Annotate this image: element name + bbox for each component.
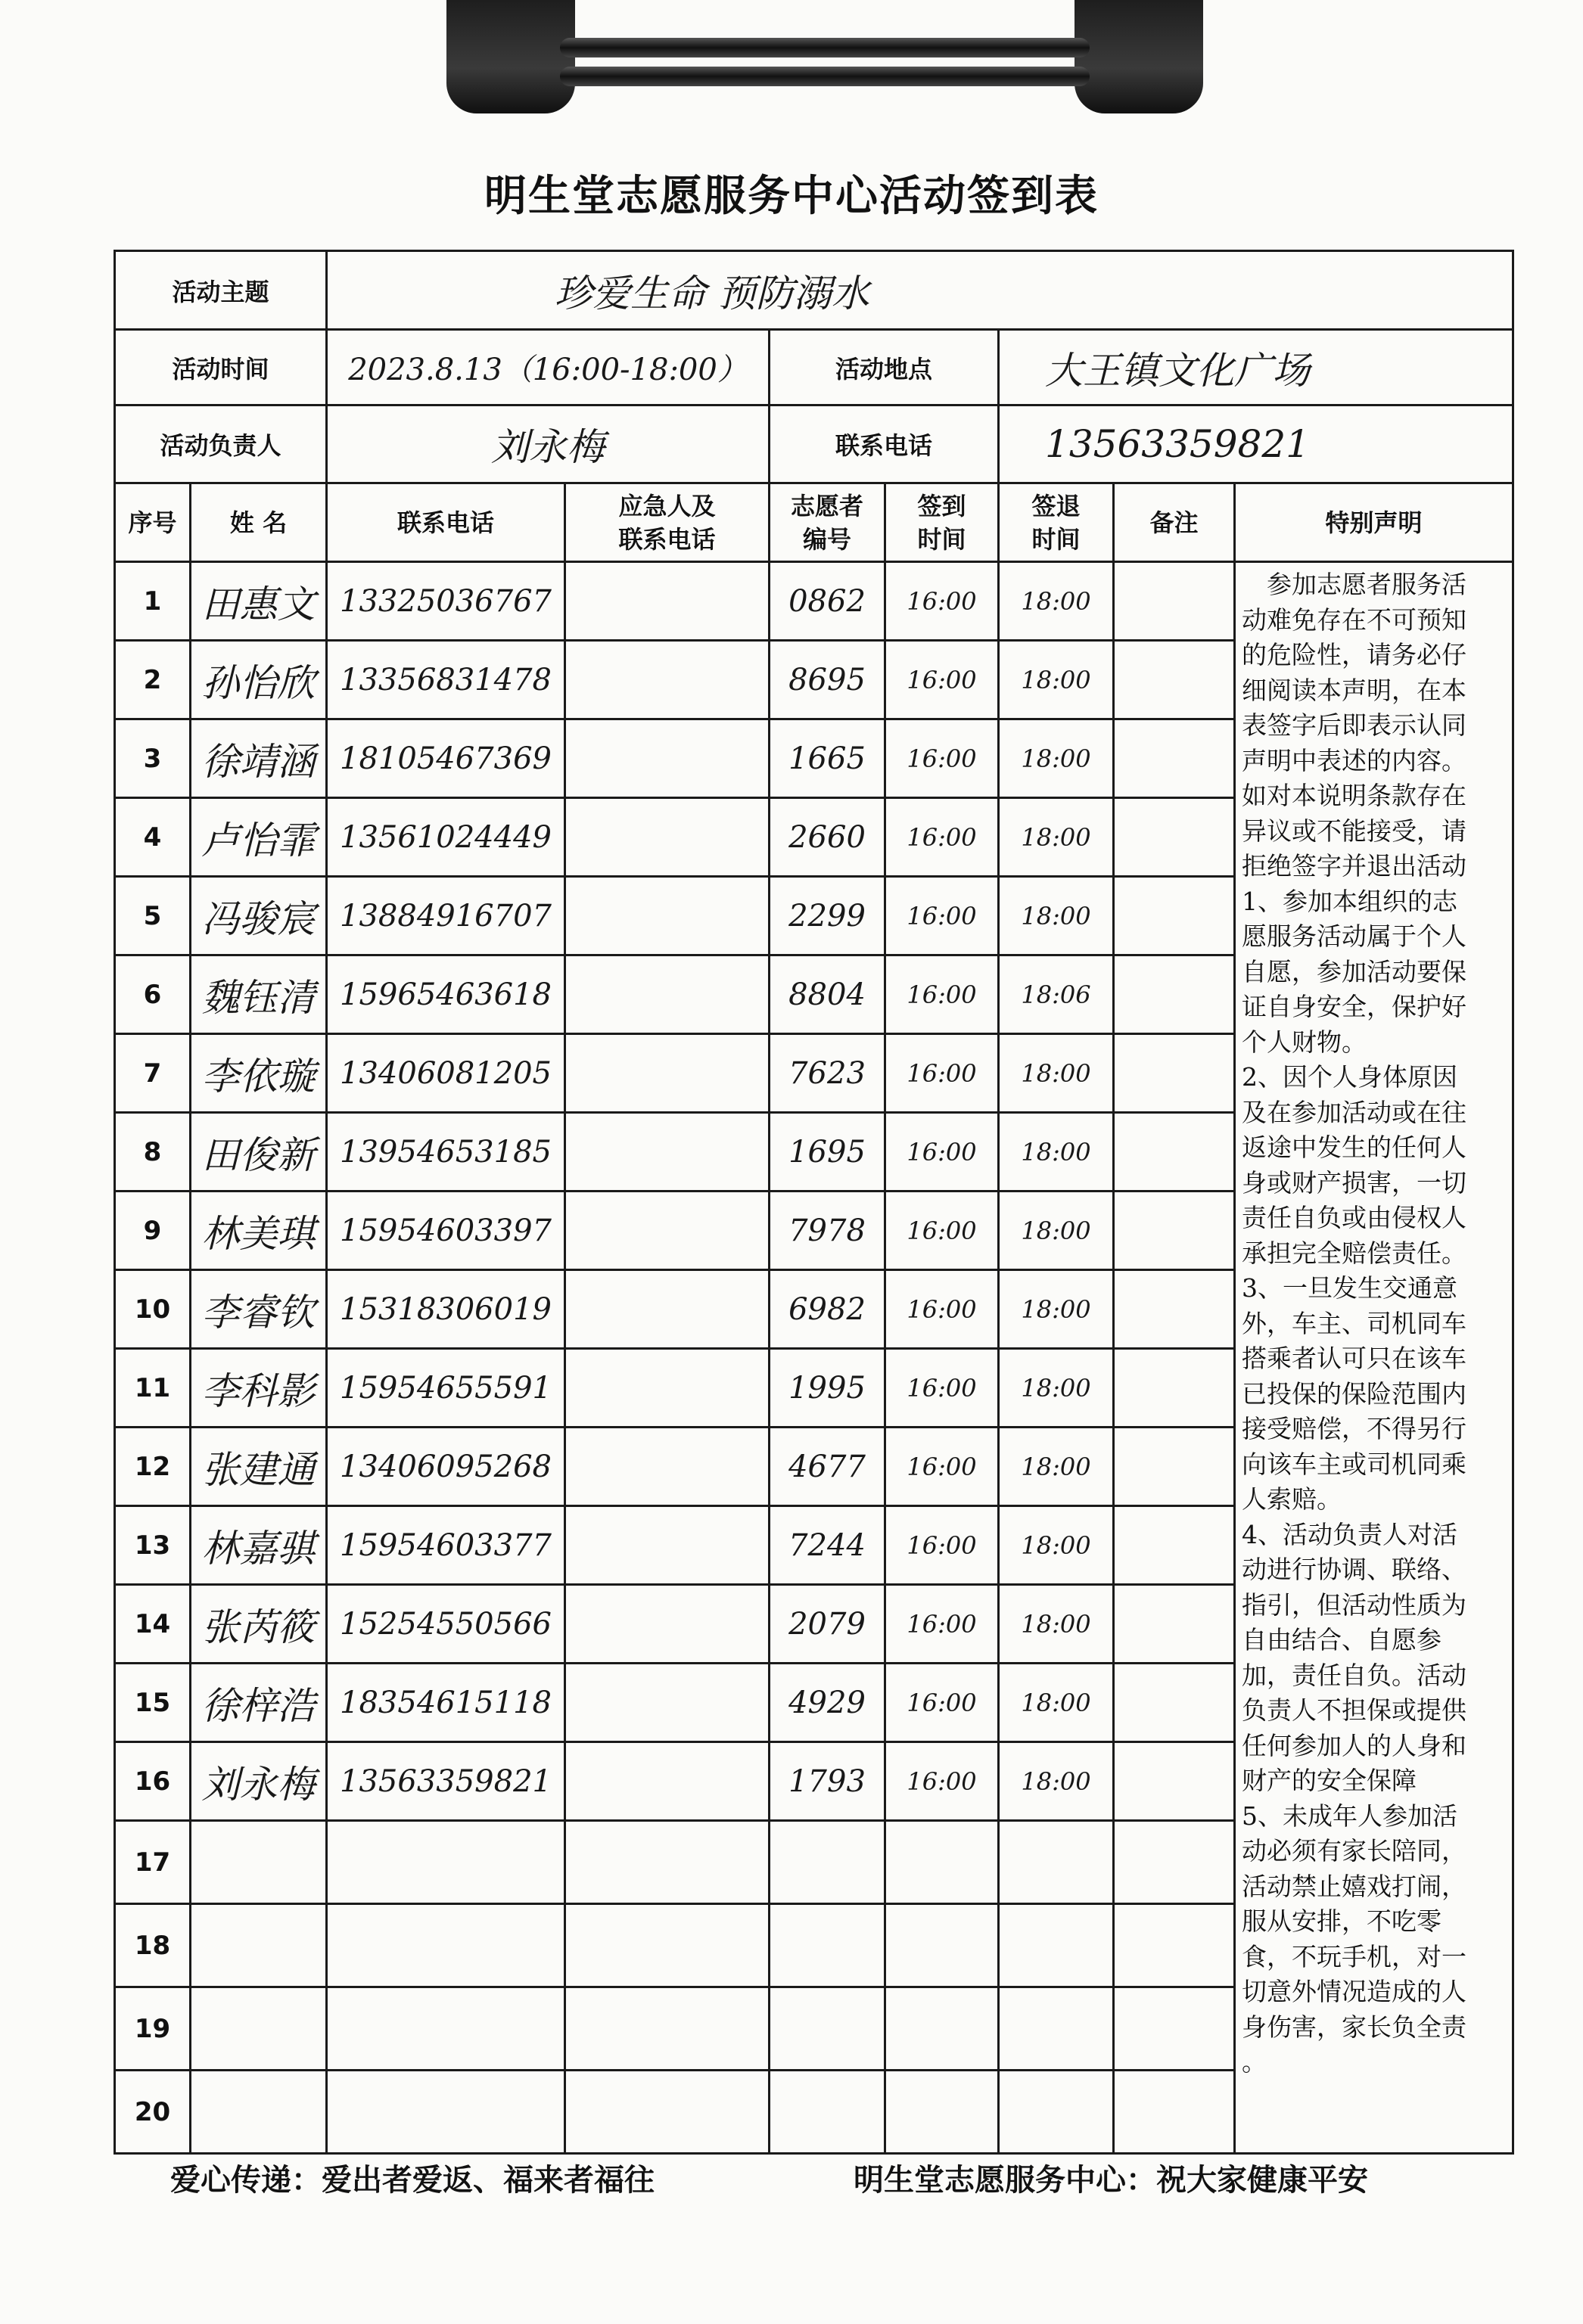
row-volunteer-no-cell [770,562,885,641]
row-index-cell [115,1664,191,1742]
row-sign-in: 16:00 [907,1373,977,1403]
row-sign-in: 16:00 [907,1609,977,1639]
row-sign-out: 18:00 [1021,586,1091,616]
row-phone-cell [327,955,565,1034]
row-sign-out-cell [999,719,1114,798]
clip-wire-top [560,38,1090,57]
row-phone-cell [327,2071,565,2154]
row-name: 冯骏宸 [201,896,316,941]
row-volunteer-no: 6982 [788,1291,866,1327]
col-header-notice: 特别声明 [1235,483,1513,562]
leader-value-text: 刘永梅 [491,425,605,469]
row-sign-in-cell [885,1034,999,1113]
row-volunteer-no: 8804 [788,977,866,1012]
row-sign-out: 18:00 [1021,1058,1091,1088]
row-sign-in: 16:00 [907,1216,977,1245]
row-phone: 13356831478 [340,662,552,698]
row-index: 7 [143,1058,162,1089]
time-label: 活动时间 [115,330,327,405]
row-index-cell [115,1585,191,1664]
row-emergency-cell [565,877,770,955]
row-index: 11 [134,1372,171,1403]
row-sign-out-cell [999,798,1114,877]
row-name: 徐梓浩 [201,1683,316,1728]
row-phone-cell [327,1585,565,1664]
row-name-cell [191,955,327,1034]
phone-label: 联系电话 [770,405,999,483]
row-volunteer-no: 0862 [788,583,866,619]
row-remark-cell [1114,641,1235,719]
row-remark-cell [1114,1585,1235,1664]
row-remark-cell [1114,1034,1235,1113]
row-name-cell [191,798,327,877]
row-sign-out-cell [999,1192,1114,1270]
col-header-remark: 备注 [1114,483,1235,562]
col-header-emergency: 应急人及 联系电话 [565,483,770,562]
row-remark-cell [1114,719,1235,798]
row-index: 10 [134,1294,171,1325]
row-volunteer-no: 4677 [788,1449,866,1484]
row-volunteer-no: 1695 [788,1134,866,1170]
row-volunteer-no-cell [770,1664,885,1742]
row-name: 李科影 [201,1369,316,1413]
row-index-cell [115,719,191,798]
row-sign-in-cell [885,1585,999,1664]
row-sign-in: 16:00 [907,744,977,773]
row-sign-out-cell [999,1034,1114,1113]
row-volunteer-no: 1793 [788,1763,866,1799]
row-name-cell [191,1664,327,1742]
row-sign-out: 18:00 [1021,744,1091,773]
row-remark-cell [1114,955,1235,1034]
row-name-cell [191,1987,327,2071]
row-emergency-cell [565,2071,770,2154]
row-volunteer-no-cell [770,641,885,719]
row-emergency-cell [565,1034,770,1113]
row-volunteer-no-cell [770,1034,885,1113]
row-index: 20 [134,2096,171,2127]
row-sign-in-cell [885,719,999,798]
row-sign-out: 18:00 [1021,665,1091,694]
row-volunteer-no-cell [770,719,885,798]
row-name: 孙怡欣 [201,660,316,705]
row-index-cell [115,955,191,1034]
row-volunteer-no-cell [770,798,885,877]
row-volunteer-no: 2079 [788,1606,866,1642]
row-remark-cell [1114,1904,1235,1987]
row-sign-in: 16:00 [907,1058,977,1088]
row-sign-out: 18:00 [1021,1452,1091,1481]
row-remark-cell [1114,1742,1235,1821]
row-index: 12 [134,1451,171,1482]
row-index-cell [115,1742,191,1821]
footer-right-slogan: 明生堂志愿服务中心：祝大家健康平安 [854,2163,1368,2198]
row-index-cell [115,1987,191,2071]
row-name: 林嘉骐 [201,1526,316,1571]
row-sign-in-cell [885,1270,999,1349]
row-volunteer-no: 2660 [788,819,866,855]
row-emergency-cell [565,798,770,877]
col-header-phone: 联系电话 [327,483,565,562]
row-sign-out-cell [999,2071,1114,2154]
row-name-cell [191,1506,327,1585]
row-volunteer-no: 1665 [788,741,866,776]
theme-value-text: 珍爱生命 预防溺水 [555,271,869,315]
row-sign-out-cell [999,1428,1114,1506]
row-sign-out: 18:00 [1021,822,1091,852]
row-name-cell [191,1821,327,1904]
row-index: 16 [134,1766,171,1797]
time-value [327,330,770,405]
row-remark-cell [1114,877,1235,955]
row-phone-cell [327,1270,565,1349]
row-index-cell [115,1113,191,1192]
row-volunteer-no: 4929 [788,1685,866,1720]
row-remark-cell [1114,1664,1235,1742]
row-phone-cell [327,1821,565,1904]
theme-value [327,251,1513,330]
row-phone-cell [327,719,565,798]
row-index: 3 [143,743,162,774]
row-sign-in: 16:00 [907,980,977,1009]
row-sign-out-cell [999,877,1114,955]
row-index-cell [115,641,191,719]
row-name: 田惠文 [201,582,316,626]
row-sign-out-cell [999,1506,1114,1585]
row-sign-out: 18:00 [1021,1766,1091,1796]
row-name: 张建通 [201,1447,316,1492]
row-sign-out-cell [999,1113,1114,1192]
row-phone-cell [327,1428,565,1506]
row-volunteer-no-cell [770,1904,885,1987]
row-remark-cell [1114,2071,1235,2154]
place-value [999,330,1513,405]
page-title: 明生堂志愿服务中心活动签到表 [484,172,1099,221]
row-sign-in: 16:00 [907,1766,977,1796]
row-sign-in-cell [885,1987,999,2071]
row-phone-cell [327,798,565,877]
row-phone: 13563359821 [340,1763,552,1799]
row-phone-cell [327,562,565,641]
row-emergency-cell [565,719,770,798]
row-phone-cell [327,1034,565,1113]
row-index-cell [115,1349,191,1428]
row-sign-in-cell [885,798,999,877]
row-sign-in: 16:00 [907,586,977,616]
row-emergency-cell [565,1664,770,1742]
row-index: 1 [143,586,162,617]
phone-value-text: 13563359821 [1045,422,1310,466]
row-phone: 15965463618 [340,977,552,1012]
row-index-cell [115,2071,191,2154]
row-name: 张芮筱 [201,1605,316,1649]
row-sign-in: 16:00 [907,1530,977,1560]
row-name-cell [191,641,327,719]
row-sign-in-cell [885,562,999,641]
row-phone: 13406081205 [340,1055,552,1091]
clip-wire-bottom [560,67,1090,86]
row-sign-in: 16:00 [907,1688,977,1717]
row-phone: 13884916707 [340,898,552,934]
row-remark-cell [1114,562,1235,641]
row-phone: 18105467369 [340,741,552,776]
row-sign-in-cell [885,877,999,955]
row-index: 18 [134,1930,171,1961]
row-remark-cell [1114,1506,1235,1585]
row-name-cell [191,719,327,798]
row-volunteer-no-cell [770,1192,885,1270]
row-index-cell [115,1904,191,1987]
row-phone-cell [327,877,565,955]
row-index: 6 [143,979,162,1010]
row-phone: 13561024449 [340,819,552,855]
row-sign-out-cell [999,1664,1114,1742]
row-index-cell [115,1270,191,1349]
row-name: 魏钰清 [201,975,316,1020]
signin-sheet [114,250,1514,2155]
row-sign-in-cell [885,1821,999,1904]
time-value-text: 2023.8.13（16:00-18:00） [348,353,748,387]
row-volunteer-no-cell [770,1506,885,1585]
special-notice: 参加志愿者服务活 动难免存在不可预知 的危险性，请务必仔 细阅读本声明，在本 表签字后即表示认同 声明中表述的内容。 如对本说明条款存在 异议或不能接受，请 拒绝签字并退出活动 1、参加本组织的志 愿服务活动属于个人 自愿，参加活动要保 证自身安全，保护好 个人财物。 2、因个人身体原因 及在参加活动或在往 返途中发生的任何人 身或财产损害，一切 责任自负或由侵权人 承担完全赔偿责任。 3、一旦发生交通意 外，车主、司机同车 搭乘者认可只在该车 已投保的保险范围内 接受赔偿，不得另行 向该车主或司机同乘 人索赔。 4、活动负责人对活 动进行协调、联络、 指引，但活动性质为 自由结合、自愿参 加，责任自负。活动 负责人不担保或提供 任何参加人的人身和 财产的安全保障 5、未成年人参加活 动必须有家长陪同， 活动禁止嬉戏打闹， 服从安排，不吃零 食，不玩手机，对一 切意外情况造成的人 身伤害，家长负全责 。 [1235,562,1513,2154]
row-remark-cell [1114,1349,1235,1428]
row-name-cell [191,2071,327,2154]
row-emergency-cell [565,562,770,641]
row-phone: 13406095268 [340,1449,552,1484]
row-index: 13 [134,1530,171,1561]
row-emergency-cell [565,1987,770,2071]
row-emergency-cell [565,1113,770,1192]
row-index-cell [115,1821,191,1904]
row-name-cell [191,877,327,955]
row-index-cell [115,1506,191,1585]
row-sign-out-cell [999,1585,1114,1664]
row-phone: 13325036767 [340,583,552,619]
col-header-sign-in: 签到 时间 [885,483,999,562]
row-sign-in: 16:00 [907,1137,977,1167]
row-name: 徐靖涵 [201,739,316,784]
row-remark-cell [1114,1821,1235,1904]
row-sign-out-cell [999,1904,1114,1987]
row-phone-cell [327,641,565,719]
row-sign-in: 16:00 [907,1452,977,1481]
row-volunteer-no-cell [770,1270,885,1349]
row-phone: 13954653185 [340,1134,552,1170]
row-sign-in-cell [885,641,999,719]
row-emergency-cell [565,955,770,1034]
row-emergency-cell [565,1742,770,1821]
row-sign-in-cell [885,1904,999,1987]
row-index: 8 [143,1136,162,1167]
row-sign-out-cell [999,1821,1114,1904]
row-remark-cell [1114,1987,1235,2071]
row-phone-cell [327,1987,565,2071]
row-sign-in: 16:00 [907,901,977,931]
row-remark-cell [1114,1270,1235,1349]
row-volunteer-no-cell [770,1987,885,2071]
row-index: 2 [143,664,162,695]
row-name: 李依璇 [201,1054,316,1098]
row-emergency-cell [565,1270,770,1349]
row-emergency-cell [565,1428,770,1506]
row-sign-in-cell [885,1506,999,1585]
row-phone-cell [327,1664,565,1742]
row-remark-cell [1114,798,1235,877]
row-index-cell [115,877,191,955]
row-sign-in-cell [885,1742,999,1821]
col-header-index: 序号 [115,483,191,562]
row-volunteer-no: 7623 [788,1055,866,1091]
row-index-cell [115,1428,191,1506]
row-sign-in-cell [885,955,999,1034]
row-name-cell [191,1428,327,1506]
row-sign-out: 18:00 [1021,901,1091,931]
row-phone-cell [327,1113,565,1192]
row-phone: 15954603397 [340,1213,552,1248]
row-sign-in-cell [885,1192,999,1270]
row-index: 14 [134,1608,171,1639]
row-volunteer-no: 1995 [788,1370,866,1406]
row-index-cell [115,798,191,877]
row-phone: 15318306019 [340,1291,552,1327]
row-sign-out: 18:06 [1021,980,1091,1009]
row-volunteer-no: 8695 [788,662,866,698]
row-sign-in-cell [885,1428,999,1506]
row-volunteer-no-cell [770,2071,885,2154]
row-emergency-cell [565,1904,770,1987]
row-remark-cell [1114,1113,1235,1192]
row-emergency-cell [565,1585,770,1664]
row-sign-out-cell [999,955,1114,1034]
row-sign-out: 18:00 [1021,1609,1091,1639]
row-name: 李睿钦 [201,1290,316,1334]
row-phone: 15954603377 [340,1527,552,1563]
row-phone: 15954655591 [340,1370,552,1406]
row-phone-cell [327,1904,565,1987]
row-index: 4 [143,822,162,853]
row-name-cell [191,562,327,641]
col-header-sign-out: 签退 时间 [999,483,1114,562]
row-sign-out: 18:00 [1021,1137,1091,1167]
row-phone: 15254550566 [340,1606,552,1642]
row-name-cell [191,1904,327,1987]
col-header-volunteer-no: 志愿者 编号 [770,483,885,562]
row-sign-out-cell [999,641,1114,719]
row-emergency-cell [565,1192,770,1270]
row-volunteer-no-cell [770,955,885,1034]
row-phone-cell [327,1742,565,1821]
row-sign-in-cell [885,1664,999,1742]
row-index: 9 [143,1215,162,1246]
row-sign-in-cell [885,1349,999,1428]
row-sign-out: 18:00 [1021,1294,1091,1324]
clip-left-jaw [446,0,575,113]
row-emergency-cell [565,1506,770,1585]
row-index-cell [115,562,191,641]
row-sign-in: 16:00 [907,665,977,694]
row-volunteer-no: 2299 [788,898,866,934]
row-sign-out: 18:00 [1021,1373,1091,1403]
place-label: 活动地点 [770,330,999,405]
row-index: 17 [134,1847,171,1878]
row-name: 刘永梅 [201,1762,316,1807]
row-name-cell [191,1113,327,1192]
row-sign-out-cell [999,562,1114,641]
row-index: 19 [134,2013,171,2044]
leader-label: 活动负责人 [115,405,327,483]
clipboard-clip [446,0,1203,113]
row-volunteer-no-cell [770,877,885,955]
row-volunteer-no-cell [770,1349,885,1428]
col-header-name: 姓 名 [191,483,327,562]
row-name-cell [191,1034,327,1113]
row-phone-cell [327,1349,565,1428]
row-sign-out-cell [999,1270,1114,1349]
row-volunteer-no-cell [770,1428,885,1506]
theme-label: 活动主题 [115,251,327,330]
leader-value [327,405,770,483]
phone-value [999,405,1513,483]
row-sign-in-cell [885,1113,999,1192]
row-volunteer-no-cell [770,1585,885,1664]
row-remark-cell [1114,1192,1235,1270]
row-emergency-cell [565,1821,770,1904]
row-name-cell [191,1742,327,1821]
row-name-cell [191,1270,327,1349]
row-index: 5 [143,900,162,931]
row-volunteer-no-cell [770,1113,885,1192]
row-sign-in-cell [885,2071,999,2154]
row-name: 田俊新 [201,1132,316,1177]
row-sign-out-cell [999,1742,1114,1821]
row-volunteer-no: 7244 [788,1527,866,1563]
row-phone-cell [327,1192,565,1270]
row-name: 林美琪 [201,1211,316,1256]
row-phone-cell [327,1506,565,1585]
row-name-cell [191,1349,327,1428]
row-index-cell [115,1034,191,1113]
row-index: 15 [134,1687,171,1718]
table-row [115,562,1513,641]
place-value-text: 大王镇文化广场 [1045,348,1311,393]
row-phone: 18354615118 [340,1685,552,1720]
row-sign-out: 18:00 [1021,1530,1091,1560]
clip-right-jaw [1075,0,1203,113]
row-sign-out-cell [999,1987,1114,2071]
row-name: 卢怡霏 [201,818,316,862]
row-volunteer-no-cell [770,1742,885,1821]
row-emergency-cell [565,641,770,719]
row-sign-in: 16:00 [907,822,977,852]
row-remark-cell [1114,1428,1235,1506]
row-sign-out: 18:00 [1021,1216,1091,1245]
row-volunteer-no-cell [770,1821,885,1904]
row-name-cell [191,1192,327,1270]
row-sign-in: 16:00 [907,1294,977,1324]
row-sign-out: 18:00 [1021,1688,1091,1717]
row-sign-out-cell [999,1349,1114,1428]
row-index-cell [115,1192,191,1270]
footer-left-slogan: 爱心传递：爱出者爱返、福来者福往 [170,2163,655,2198]
row-volunteer-no: 7978 [788,1213,866,1248]
row-emergency-cell [565,1349,770,1428]
row-name-cell [191,1585,327,1664]
